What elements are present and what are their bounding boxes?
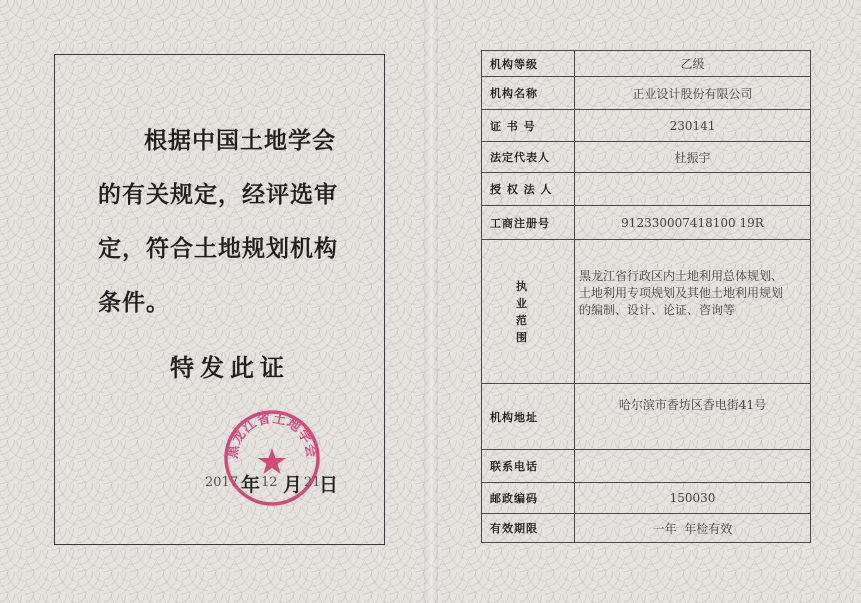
scope-label-char: 执 bbox=[516, 279, 528, 293]
issue-title: 特发此证 bbox=[170, 354, 290, 382]
scope-label-char: 围 bbox=[516, 330, 528, 344]
row-label: 工商注册号 bbox=[482, 206, 575, 240]
row-label: 联系电话 bbox=[482, 450, 575, 483]
row-value: 杜振宇 bbox=[575, 142, 811, 173]
date-year: 2017 bbox=[205, 475, 239, 490]
certificate-info-table bbox=[481, 50, 811, 543]
date-year-unit: 年 bbox=[241, 474, 261, 496]
official-seal bbox=[222, 408, 322, 508]
scope-row bbox=[482, 240, 811, 384]
row-value: 哈尔滨市香坊区香电街41号 bbox=[575, 384, 811, 450]
statement-line: 条件。 bbox=[98, 290, 170, 316]
scope-value bbox=[575, 240, 811, 384]
table-row bbox=[482, 142, 811, 173]
table-row bbox=[482, 384, 811, 450]
row-value: 912330007418100 19R bbox=[575, 206, 811, 240]
row-label: 有效期限 bbox=[482, 514, 575, 543]
seal-text-path: 黑龙江省土地学会 bbox=[225, 411, 319, 460]
row-label: 机构地址 bbox=[482, 384, 575, 450]
row-label: 法定代表人 bbox=[482, 142, 575, 173]
row-label: 证 书 号 bbox=[482, 110, 575, 142]
date-day: 21 bbox=[304, 475, 321, 490]
row-value bbox=[575, 173, 811, 206]
row-value: 乙级 bbox=[575, 51, 811, 77]
row-label: 机构名称 bbox=[482, 77, 575, 110]
row-value bbox=[575, 450, 811, 483]
table-row bbox=[482, 110, 811, 142]
row-label: 授 权 法 人 bbox=[482, 173, 575, 206]
row-label: 邮政编码 bbox=[482, 483, 575, 514]
table-row bbox=[482, 51, 811, 77]
row-value: 正业设计股份有限公司 bbox=[575, 77, 811, 110]
row-label: 机构等级 bbox=[482, 51, 575, 77]
table-row bbox=[482, 206, 811, 240]
table-row bbox=[482, 514, 811, 543]
date-month: 12 bbox=[261, 475, 278, 490]
table-row bbox=[482, 173, 811, 206]
seal-star bbox=[258, 448, 286, 474]
table-row bbox=[482, 450, 811, 483]
row-value: 150030 bbox=[575, 483, 811, 514]
row-value: 230141 bbox=[575, 110, 811, 142]
date-day-unit: 日 bbox=[319, 474, 339, 496]
table-row bbox=[482, 77, 811, 110]
scope-label-char: 范 bbox=[516, 313, 528, 327]
statement-line: 根据中国土地学会 bbox=[144, 128, 336, 154]
scope-line: 的编制、设计、论证、咨询等 bbox=[579, 303, 736, 317]
row-value: 一年 年检有效 bbox=[575, 514, 811, 543]
table-row bbox=[482, 483, 811, 514]
scope-line: 土地利用专项规划及其他土地利用规划 bbox=[579, 286, 784, 300]
date-month-unit: 月 bbox=[283, 474, 303, 496]
scope-label-char: 业 bbox=[516, 296, 528, 310]
certificate-statement bbox=[98, 114, 378, 330]
statement-line: 的有关规定，经评选审 bbox=[98, 182, 338, 208]
page-fold bbox=[424, 0, 438, 603]
statement-line: 定，符合土地规划机构 bbox=[98, 236, 338, 262]
scope-label bbox=[482, 240, 575, 384]
scope-line: 黑龙江省行政区内土地利用总体规划、 bbox=[579, 269, 784, 283]
